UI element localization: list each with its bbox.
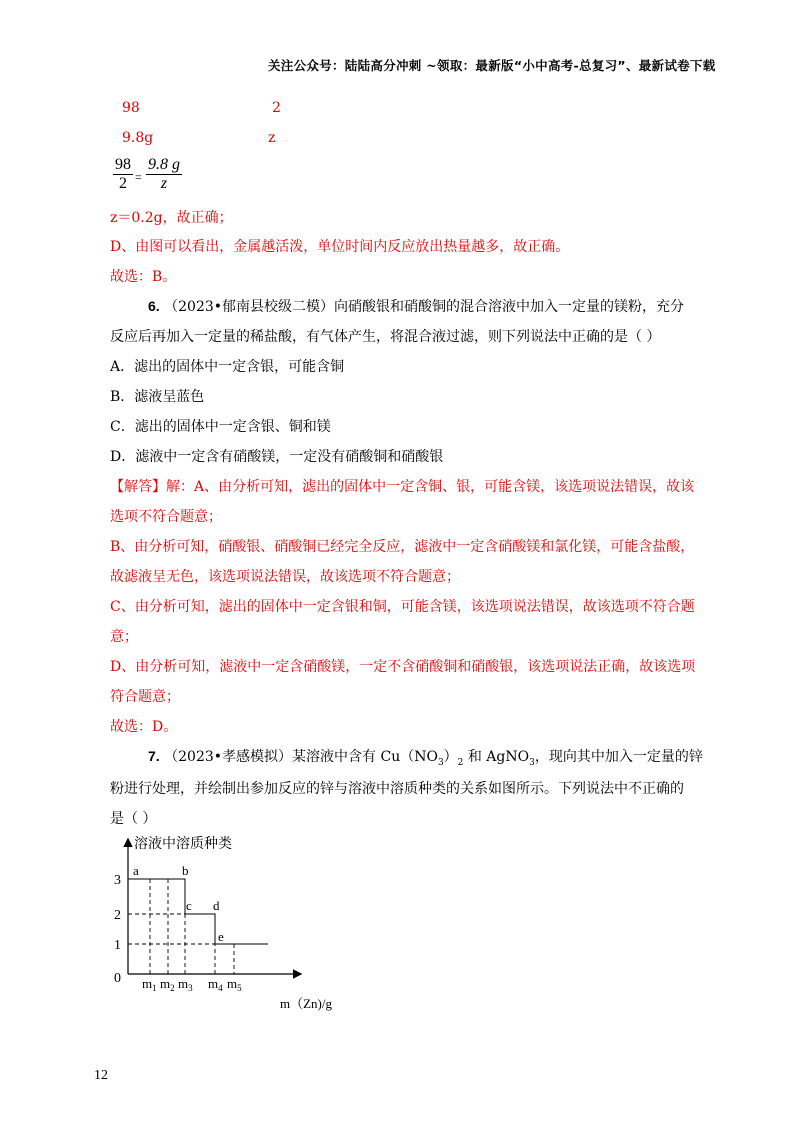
fraction-right bbox=[146, 156, 182, 193]
y-axis-label: 溶液中溶质种类 bbox=[134, 837, 232, 852]
x-tick-m2: $m_2$ bbox=[160, 976, 175, 993]
q6-answer-line7: D、由分析可知，滤液中一定含硝酸镁，一定不含硝酸铜和硝酸银，该选项说法正确，故该选项 bbox=[110, 659, 696, 675]
q6-answer-line4: 故滤液呈无色，该选项说法错误，故该选项不符合题意； bbox=[110, 569, 460, 585]
q7-stem-line2: 粉进行处理，并绘制出参加反应的锌与溶液中溶质种类的关系如图所示。下列说法中不正确的 bbox=[110, 781, 684, 797]
q6-stem-text1: （2023•郁南县校级二模）向硝酸银和硝酸铜的混合溶液中加入一定量的镁粉，充分 bbox=[164, 299, 685, 315]
origin-label: 0 bbox=[114, 971, 121, 986]
y-tick-3: 3 bbox=[114, 873, 121, 888]
q6-option-c: C．滤出的固体中一定含银、铜和镁 bbox=[110, 419, 331, 435]
q6-answer-text1: 解：A、由分析可知，滤出的固体中一定含铜、银，可能含镁，该选项说法错误，故该 bbox=[166, 479, 695, 495]
q7-sub3-b: 3 bbox=[529, 757, 535, 768]
q6-option-d: D．滤液中一定含有硝酸镁，一定没有硝酸铜和硝酸银 bbox=[110, 449, 444, 465]
y-tick-2: 2 bbox=[114, 908, 121, 923]
page-number: 12 bbox=[94, 1068, 108, 1083]
point-c-label: c bbox=[186, 898, 192, 913]
q6-answer-line1 bbox=[110, 476, 694, 496]
q6-answer-line2: 选项不符合题意； bbox=[110, 509, 222, 525]
q7-stem-a: （2023•孝感模拟）某溶液中含有 Cu（NO bbox=[164, 749, 438, 765]
fraction-left bbox=[113, 156, 133, 193]
q6-option-b: B．滤液呈蓝色 bbox=[110, 389, 205, 405]
guide-lines bbox=[128, 879, 234, 974]
prev-z-result: z＝0.2g，故正确； bbox=[110, 210, 233, 226]
point-a-label: a bbox=[133, 863, 139, 878]
x-tick-m4: $m_4$ bbox=[208, 976, 223, 993]
fraction-right-denominator: z bbox=[160, 175, 168, 192]
fraction-left-denominator: 2 bbox=[119, 175, 127, 192]
q7-stem-c: 和 AgNO bbox=[463, 749, 530, 765]
calc-row1-right: 2 bbox=[272, 100, 281, 116]
calc-row2-right: z bbox=[268, 130, 276, 146]
prev-option-d: D、由图可以看出，金属越活泼，单位时间内反应放出热量越多，故正确。 bbox=[110, 239, 570, 255]
q6-answer-line3: B、由分析可知，硝酸银、硝酸铜已经完全反应，滤液中一定含硝酸镁和氯化镁，可能含盐酸， bbox=[110, 539, 695, 555]
x-tick-m1: $m_1$ bbox=[142, 976, 157, 993]
q6-stem-line1 bbox=[148, 296, 684, 316]
q7-stem-line1 bbox=[148, 746, 703, 768]
q7-number: 7. bbox=[148, 748, 160, 764]
q7-sub2: 2 bbox=[457, 757, 464, 768]
q6-number: 6. bbox=[148, 298, 160, 314]
point-e-label: e bbox=[218, 929, 224, 944]
y-tick-1: 1 bbox=[114, 938, 121, 953]
q6-answer-line9: 故选：D。 bbox=[110, 719, 178, 735]
q7-stem-b: ） bbox=[443, 749, 458, 765]
x-tick-m5: $m_5$ bbox=[227, 976, 242, 993]
q7-stem-line3: 是（ ） bbox=[110, 811, 157, 827]
prev-choice: 故选：B。 bbox=[110, 269, 177, 285]
page-header: 关注公众号：陆陆高分冲刺 ~领取：最新版“小中高考-总复习”、最新试卷下载 bbox=[268, 58, 716, 73]
q6-answer-tag: 【解答】 bbox=[110, 479, 166, 495]
fraction-right-numerator: 9.8 g bbox=[148, 156, 180, 173]
calc-row1-left: 98 bbox=[122, 100, 140, 116]
q7-sub3-a: 3 bbox=[437, 757, 444, 768]
fraction-left-numerator: 98 bbox=[115, 156, 131, 173]
x-tick-m3: $m_3$ bbox=[178, 976, 193, 993]
q6-answer-line8: 符合题意； bbox=[110, 689, 180, 705]
zinc-solute-graph bbox=[100, 828, 380, 1018]
q6-answer-line5: C、由分析可知，滤出的固体中一定含银和铜，可能含镁，该选项说法错误，故该选项不符合题 bbox=[110, 599, 695, 615]
step-line bbox=[132, 879, 268, 944]
x-axis-label: m（Zn)/g bbox=[280, 996, 332, 1011]
q7-stem-d: ，现向其中加入一定量的锌 bbox=[534, 749, 703, 765]
calc-row2-left: 9.8g bbox=[122, 130, 154, 146]
equals-sign: = bbox=[135, 170, 142, 184]
q6-stem-line2: 反应后再加入一定量的稀盐酸，有气体产生，将混合液过滤，则下列说法中正确的是（ ） bbox=[110, 329, 661, 345]
point-d-label: d bbox=[213, 898, 220, 913]
q6-answer-line6: 意； bbox=[110, 629, 138, 645]
q6-option-a: A．滤出的固体中一定含银，可能含铜 bbox=[110, 359, 345, 375]
point-b-label: b bbox=[182, 863, 189, 878]
